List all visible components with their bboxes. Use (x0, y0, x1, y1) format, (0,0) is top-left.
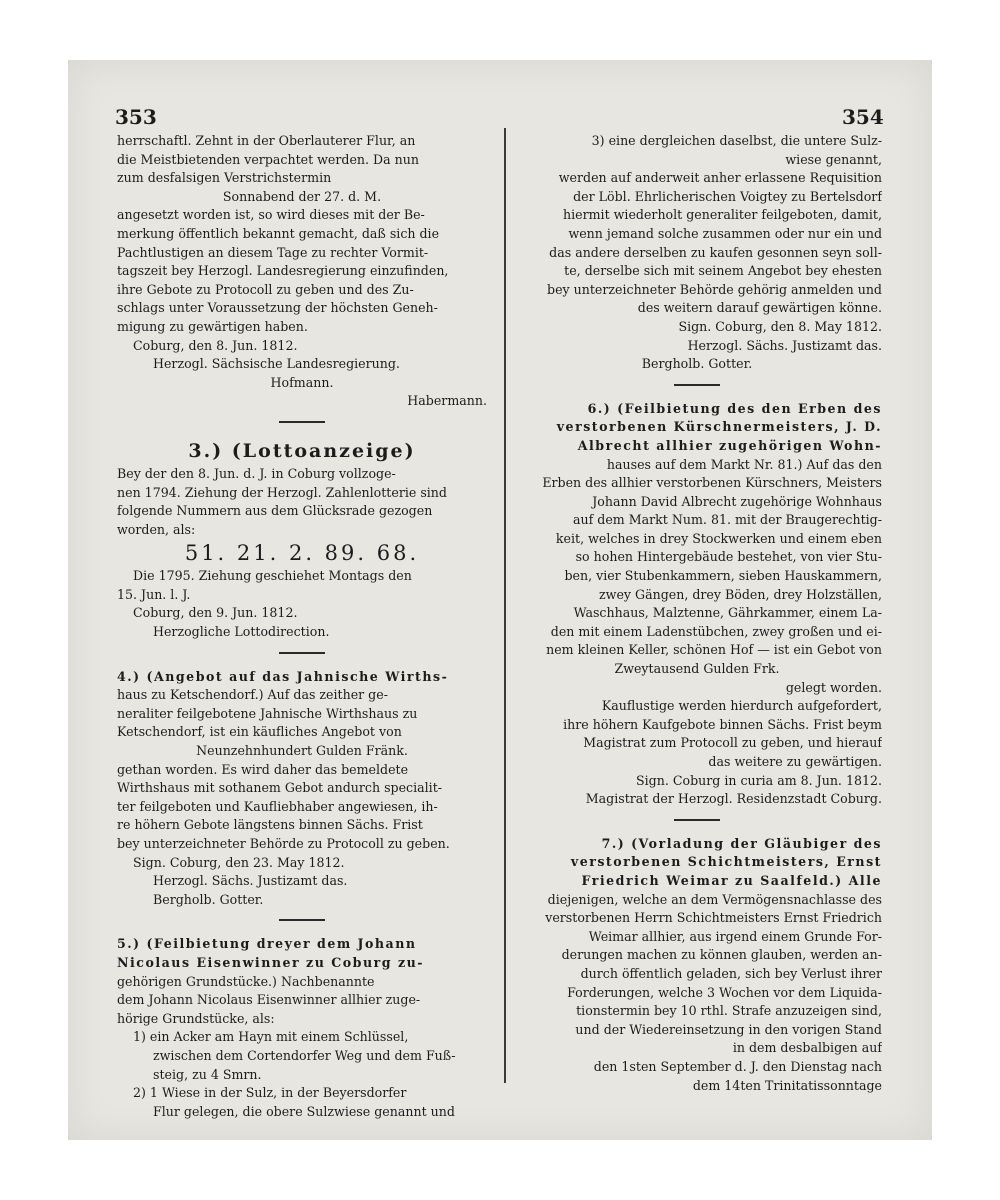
text-line: Magistrat zum Protocoll zu geben, und hierauf (583, 735, 882, 751)
text-line: die Meistbietenden verpachtet werden. Da nun (117, 151, 419, 167)
text-line: schlags unter Voraussetzung der höchsten Geneh- (117, 300, 438, 316)
text-line: 2) 1 Wiese in der Sulz, in der Beyersdorfer (133, 1085, 407, 1101)
text-line: nem kleinen Keller, schönen Hof — ist ein Gebot von (546, 642, 882, 658)
text-line: hörige Grundstücke, als: (117, 1010, 275, 1026)
text-line: 1) ein Acker am Hayn mit einem Schlüssel, (133, 1029, 409, 1045)
text-line: das weitere zu gewärtigen. (708, 754, 882, 769)
right-column (512, 132, 882, 1095)
text-line: des weitern darauf gewärtigen könne. (637, 300, 882, 316)
text-line: Flur gelegen, die obere Sulzwiese genannt und (153, 1103, 455, 1119)
text-line: Erben des allhier verstorbenen Kürschners, Meisters (542, 475, 882, 491)
text-line: worden, als: (117, 521, 196, 537)
text-line: haus zu Ketschendorf.) Auf das zeither ge- (117, 687, 388, 703)
text-line: nen 1794. Ziehung der Herzogl. Zahlenlotterie sind (117, 484, 447, 500)
section-divider (279, 652, 325, 654)
text-line: keit, welches in drey Stockwerken und einem eben (555, 530, 882, 546)
text-line: Sign. Coburg, den 23. May 1812. (133, 854, 345, 870)
text-line: Sonnabend der 27. d. M. (222, 188, 382, 204)
text-line: wenn jemand solche zusammen oder nur ein und (568, 225, 882, 241)
text-line: Sign. Coburg, den 8. May 1812. (678, 318, 882, 334)
text-line: durch öffentlich geladen, sich bey Verlust ihrer (580, 965, 882, 981)
text-line: auf dem Markt Num. 81. mit der Braugerechtig- (573, 512, 882, 528)
text-line: in dem desbalbigen auf (732, 1040, 882, 1056)
text-line: zum desfalsigen Verstrichstermin (117, 170, 332, 186)
text-line: Herzogl. Sächsische Landesregierung. (153, 356, 400, 372)
text-line: Johann David Albrecht zugehörige Wohnhaus (592, 493, 882, 509)
text-line: wiese genannt, (785, 151, 882, 167)
text-line: gelegt worden. (785, 679, 882, 695)
text-line: den mit einem Ladenstübchen, zwey großen und ei- (550, 623, 882, 639)
text-line: Hofmann. (270, 374, 334, 390)
text-line: angesetzt worden ist, so wird dieses mit der Be- (117, 207, 425, 223)
text-line: Sign. Coburg in curia am 8. Jun. 1812. (636, 772, 882, 788)
text-line: Herzogl. Sächs. Justizamt das. (687, 337, 882, 353)
text-line: ihre höhern Kaufgebote binnen Sächs. Frist beym (563, 716, 882, 732)
text-line: 4.) (Angebot auf das Jahnische Wirths- (117, 668, 449, 684)
text-line: und der Wiedereinsetzung in den vorigen Stand (575, 1021, 882, 1037)
text-line: ter feilgeboten und Kaufliebhaber angewiesen, ih- (117, 798, 438, 814)
text-line: gethan worden. Es wird daher das bemeldete (117, 761, 409, 777)
text-line: Friedrich Weimar zu Saalfeld.) Alle (581, 872, 882, 888)
text-line: hiermit wiederholt generaliter feilgeboten, damit, (563, 207, 882, 223)
section-divider (279, 421, 325, 423)
text-line: te, derselbe sich mit seinem Angebot bey ehesten (564, 263, 882, 279)
text-line: den 1sten September d. J. den Dienstag nach (593, 1058, 882, 1074)
text-line: bey unterzeichneter Behörde zu Protocoll zu geben. (117, 836, 450, 851)
text-line: Bergholb. Gotter. (641, 356, 753, 372)
text-line: 5.) (Feilbietung dreyer dem Johann (117, 936, 417, 952)
text-line: gehörigen Grundstücke.) Nachbenannte (117, 973, 375, 989)
text-line: 7.) (Vorladung der Gläubiger des (601, 835, 882, 851)
text-line: Forderungen, welche 3 Wochen vor dem Liquida- (567, 984, 882, 1000)
text-line: 6.) (Feilbietung des den Erben des (587, 400, 882, 416)
text-line: Zweytausend Gulden Frk. (614, 661, 780, 677)
text-line: herrschaftl. Zehnt in der Oberlauterer Flur, an (117, 133, 416, 148)
text-line: Neunzehnhundert Gulden Fränk. (196, 743, 408, 759)
text-line: Coburg, den 8. Jun. 1812. (133, 337, 298, 353)
column-divider (504, 128, 506, 1083)
text-line: Magistrat der Herzogl. Residenzstadt Coburg. (585, 791, 882, 807)
text-line: merkung öffentlich bekannt gemacht, daß sich die (117, 225, 440, 241)
text-line: Herzogl. Sächs. Justizamt das. (153, 873, 348, 889)
text-line: werden auf anderweit anher erlassene Requisition (558, 170, 882, 186)
text-line: so hohen Hintergebäude bestehet, von vier Stu- (575, 549, 882, 565)
text-line: Albrecht allhier zugehörigen Wohn- (577, 437, 882, 453)
text-line: Pachtlustigen an diesem Tage zu rechter Vormit- (117, 244, 429, 260)
left-page-number: 353 (115, 105, 157, 129)
text-line: das andere derselben zu kaufen gesonnen seyn soll- (549, 244, 882, 260)
right-page-number: 354 (842, 105, 884, 129)
text-line: re höhern Gebote längstens binnen Sächs. Frist (117, 817, 423, 833)
text-line: tionstermin bey 10 rthl. Strafe anzuzeigen sind, (576, 1003, 882, 1019)
text-line: folgende Nummern aus dem Glücksrade gezogen (117, 503, 433, 519)
text-line: Ketschendorf, ist ein käufliches Angebot von (117, 724, 402, 740)
text-line: ben, vier Stubenkammern, sieben Hauskammern, (564, 568, 882, 584)
text-line: bey unterzeichneter Behörde gehörig anmelden und (547, 281, 882, 297)
text-line: Bergholb. Gotter. (153, 891, 264, 907)
text-line: neraliter feilgebotene Jahnische Wirthshaus zu (117, 705, 418, 721)
text-line: migung zu gewärtigen haben. (117, 318, 308, 334)
text-line: Die 1795. Ziehung geschiehet Montags den (133, 568, 412, 584)
section-divider (279, 919, 325, 921)
text-line: Herzogliche Lottodirection. (153, 624, 330, 640)
text-line: tagszeit bey Herzogl. Landesregierung einzufinden, (117, 263, 449, 279)
text-line: steig, zu 4 Smrn. (153, 1066, 262, 1082)
text-line: Wirthshaus mit sothanem Gebot andurch specialit- (117, 780, 443, 796)
text-line: dem 14ten Trinitatissonntage (692, 1077, 882, 1093)
left-column (117, 132, 487, 1121)
text-line: Weimar allhier, aus irgend einem Grunde For- (588, 928, 882, 944)
text-line: zwey Gängen, drey Böden, drey Holzställen, (599, 586, 882, 602)
text-line: dem Johann Nicolaus Eisenwinner allhier zuge- (117, 992, 421, 1008)
text-line: Habermann. (407, 393, 487, 409)
text-line: zwischen dem Cortendorfer Weg und dem Fuß- (153, 1047, 456, 1063)
text-line: Bey der den 8. Jun. d. J. in Coburg vollzoge- (117, 465, 396, 481)
text-line: derungen machen zu können glauben, werden an- (561, 947, 882, 963)
text-line: verstorbenen Kürschnermeisters, J. D. (556, 419, 882, 435)
text-line: Nicolaus Eisenwinner zu Coburg zu- (117, 954, 424, 970)
text-line: der Löbl. Ehrlicherischen Voigtey zu Bertelsdorf (573, 188, 882, 204)
text-line: Coburg, den 9. Jun. 1812. (133, 605, 298, 621)
text-line: 51. 21. 2. 89. 68. (184, 541, 420, 566)
text-line: 3.) (Lottoanzeige) (188, 439, 416, 462)
text-line: verstorbenen Herrn Schichtmeisters Ernst Friedrich (545, 910, 882, 926)
text-line: Waschhaus, Malztenne, Gährkammer, einem La- (573, 605, 882, 621)
text-line: diejenigen, welche an dem Vermögensnachlasse des (547, 891, 882, 907)
text-line: hauses auf dem Markt Nr. 81.) Auf das den (606, 456, 882, 472)
section-divider (674, 384, 720, 386)
text-line: ihre Gebote zu Protocoll zu geben und des Zu- (117, 281, 414, 297)
section-divider (674, 819, 720, 821)
text-line: 15. Jun. l. J. (117, 586, 191, 602)
text-line: 3) eine dergleichen daselbst, die untere Sulz- (591, 133, 882, 148)
text-line: Kauflustige werden hierdurch aufgefordert, (601, 698, 882, 714)
text-line: verstorbenen Schichtmeisters, Ernst (570, 854, 882, 870)
